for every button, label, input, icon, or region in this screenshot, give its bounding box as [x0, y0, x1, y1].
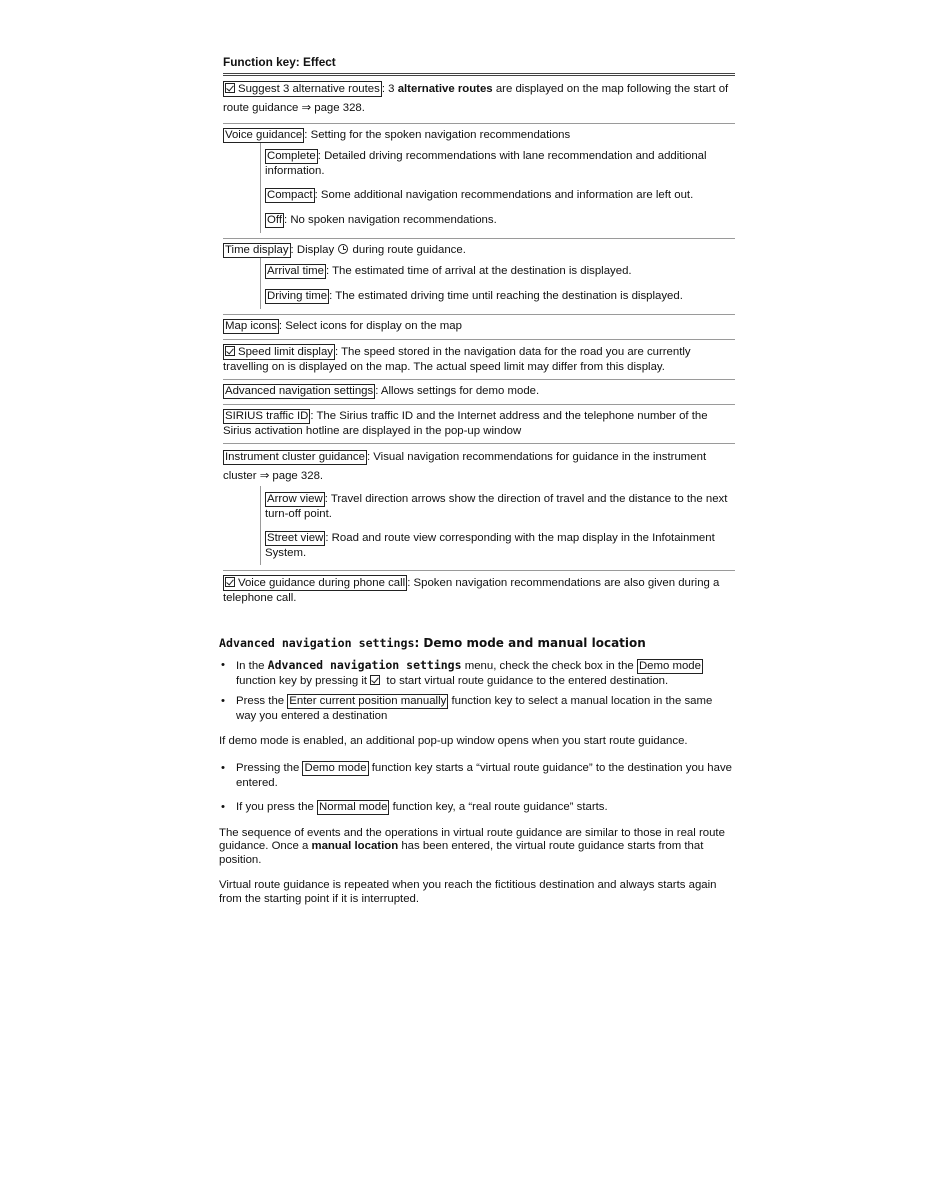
option-complete: Complete : Detailed driving recommendations with lane recommendation and additional information. [265, 150, 707, 177]
arrival-time-key[interactable]: Arrival time [267, 265, 324, 277]
time-display-key[interactable]: Time display [225, 244, 289, 256]
table-row-advanced-settings: Advanced navigation settings : Allows settings for demo mode. [223, 380, 735, 405]
driving-time-key[interactable]: Driving time [267, 290, 328, 302]
paragraph: The sequence of events and the operations in virtual route guidance are similar to those in real route guidance. Once a manual location has been entered, the virtual route guidance starts from that position. [219, 826, 725, 866]
table-row-map-icons: Map icons : Select icons for display on the map [223, 315, 735, 340]
section-heading: Advanced navigation settings: Demo mode and manual location [219, 636, 646, 650]
option-arrow-view: Arrow view : Travel direction arrows show the direction of travel and the distance to the next turn-off point. [265, 493, 728, 520]
arrow-view-key[interactable]: Arrow view [267, 493, 323, 505]
demo-mode-key[interactable]: Demo mode [638, 660, 701, 672]
option-off: Off : No spoken navigation recommendations. [267, 214, 497, 226]
list-item: • Pressing the Demo mode function key starts a “virtual route guidance” to the destination you have entered. [221, 761, 732, 789]
voice-guidance-key[interactable]: Voice guidance [225, 129, 303, 141]
phone-call-key[interactable]: Voice guidance during phone call [223, 575, 407, 591]
advanced-settings-key[interactable]: Advanced navigation settings [225, 385, 374, 397]
checkbox-icon [225, 577, 235, 587]
enter-position-key[interactable]: Enter current position manually [289, 695, 447, 707]
paragraph: If demo mode is enabled, an additional pop-up window opens when you start route guidance. [219, 735, 688, 747]
cluster-guidance-key[interactable]: Instrument cluster guidance [225, 451, 365, 463]
complete-key[interactable]: Complete [267, 150, 316, 162]
street-view-key[interactable]: Street view [267, 532, 324, 544]
option-arrival-time: Arrival time : The estimated time of arrival at the destination is displayed. [267, 265, 632, 277]
table-row-phone-call: Voice guidance during phone call : Spoken navigation recommendations are also given during a telephone call. [223, 577, 720, 604]
option-compact: Compact : Some additional navigation recommendations and information are left out. [267, 189, 694, 201]
option-driving-time: Driving time : The estimated driving time until reaching the destination is displayed. [267, 290, 683, 302]
sirius-key[interactable]: SIRIUS traffic ID [225, 410, 309, 422]
table-row-suggest-routes: Suggest 3 alternative routes : 3 alternative routes are displayed on the map following the start of route guidance ⇒ page 328. [223, 76, 735, 124]
bullet-icon: • [221, 695, 225, 707]
demo-mode-key[interactable]: Demo mode [304, 761, 367, 774]
paragraph: Virtual route guidance is repeated when you reach the fictitious destination and always starts again from the starting point if it is interrupted. [219, 879, 717, 905]
cluster-guidance-options [260, 486, 735, 565]
list-item: • Press the Enter current position manually function key to select a manual location in the same way you entered a destination [221, 695, 713, 722]
map-icons-key[interactable]: Map icons [225, 320, 277, 332]
normal-mode-key[interactable]: Normal mode [319, 800, 388, 813]
off-key[interactable]: Off [267, 214, 282, 226]
table-row-sirius: SIRIUS traffic ID : The Sirius traffic ID and the Internet address and the telephone number of the Sirius activation hotline are displayed in the pop-up window [223, 405, 735, 444]
time-display-options [260, 258, 735, 309]
voice-guidance-options [260, 143, 735, 233]
table-row-cluster-guidance: Instrument cluster guidance : Visual navigation recommendations for guidance in the instrument cluster ⇒ page 328. Arrow view : Travel direction arrows show the direction of travel and the distance to the next turn-off point. Street view : Road and route view corresponding with the map display in the Infotainment System. [223, 444, 735, 571]
compact-key[interactable]: Compact [267, 189, 313, 201]
list-item: • In the Advanced navigation settings menu, check the check box in the Demo mode function key by pressing it to start virtual route guidance to the entered destination. [221, 658, 701, 687]
suggest-routes-key[interactable]: Suggest 3 alternative routes [223, 81, 382, 97]
list-item: • If you press the Normal mode function key, a “real route guidance” starts. [221, 800, 608, 813]
speed-limit-key[interactable]: Speed limit display [223, 344, 335, 360]
clock-icon [338, 244, 348, 254]
checkbox-icon [225, 83, 235, 93]
bullet-icon: • [221, 659, 225, 671]
table-row-voice-guidance: Voice guidance : Setting for the spoken navigation recommendations Complete : Detailed driving recommendations with lane recommendation and additional information. Compact : Some additional navigation recommendations and information are left out. Off : No spoken navigation recommendations. [223, 124, 735, 239]
table-row-time-display: Time display : Display during route guidance. Arrival time : The estimated time of arrival at the destination is displayed. Driving time : The estimated driving time until reaching the destination is displayed. [223, 239, 735, 315]
page [219, 55, 735, 912]
bullet-icon: • [221, 800, 225, 813]
function-key-table [223, 76, 735, 610]
checkbox-icon [370, 675, 380, 685]
bullet-icon: • [221, 761, 225, 774]
table-header: Function key: Effect [223, 55, 336, 69]
checkbox-icon [225, 346, 235, 356]
table-row-speed-limit: Speed limit display : The speed stored in the navigation data for the road you are currently travelling on is displayed on the map. The actual speed limit may differ from this display. [223, 340, 735, 380]
option-street-view: Street view : Road and route view corresponding with the map display in the Infotainment System. [265, 532, 715, 559]
